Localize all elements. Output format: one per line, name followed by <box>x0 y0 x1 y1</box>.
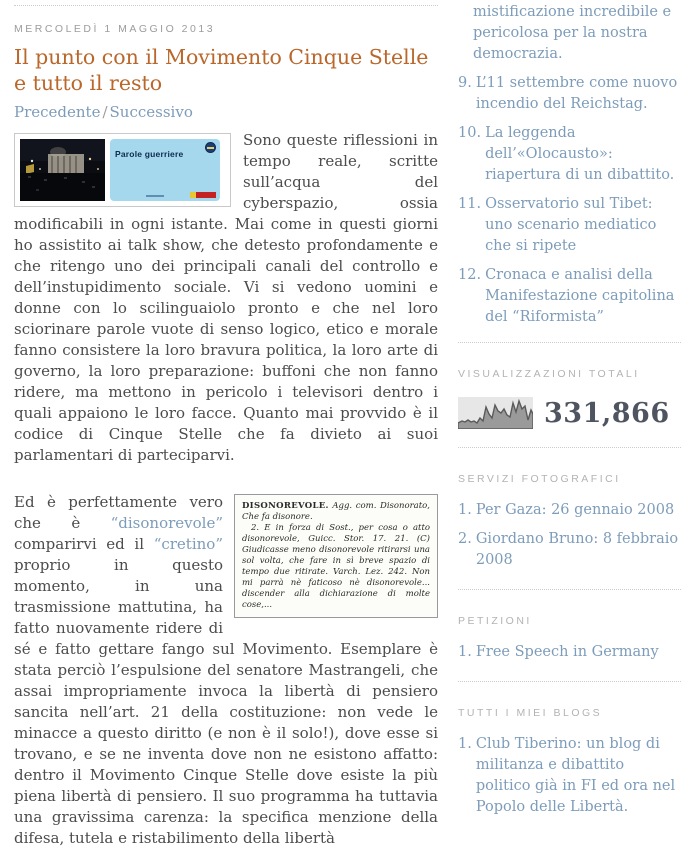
paragraph-2-part2: comparirvi ed il <box>14 535 154 553</box>
cretino-link[interactable]: “cretino” <box>153 535 223 553</box>
item-number: 10. <box>458 125 482 141</box>
item-number: 1. <box>458 736 472 752</box>
sidebar-item-9[interactable] <box>458 73 681 115</box>
dictionary-headword: DISONOREVOLE. <box>242 501 329 511</box>
pager-separator: / <box>102 103 108 121</box>
item-number: 9. <box>458 75 472 91</box>
total-views-widget <box>458 397 681 429</box>
item-number: 1. <box>458 644 472 660</box>
item-link[interactable]: Club Tiberino: un blog di militanza e dibattito politico già in FI ed ora nel Popolo delle Libertà. <box>475 736 676 815</box>
item-number: 2. <box>458 531 472 547</box>
photo-services-list <box>458 500 681 571</box>
petitions-list <box>458 642 681 663</box>
item-number: 11. <box>458 196 482 212</box>
post-pager <box>14 103 438 121</box>
item-link[interactable]: Osservatorio sul Tibet: uno scenario mediatico che si ripete <box>485 196 657 254</box>
item-link[interactable]: Cronaca e analisi della Manifestazione capitolina del “Riformista” <box>485 267 675 325</box>
my-blogs-list <box>458 734 681 818</box>
total-views-count: 331,866 <box>544 397 670 429</box>
sidebar-item-12[interactable] <box>458 265 681 328</box>
dictionary-scan-image <box>234 494 438 618</box>
disonorevole-link[interactable]: “disonorevole” <box>110 514 223 532</box>
sidebar-item-11[interactable] <box>458 194 681 257</box>
sidebar <box>458 0 681 826</box>
panel-badge-icon <box>205 142 216 153</box>
sidebar-item-10[interactable] <box>458 123 681 186</box>
petition-item-1[interactable] <box>458 642 681 663</box>
sidebar-divider <box>458 589 681 590</box>
panel-logo-icon <box>190 192 216 198</box>
petitions-header: PETIZIONI <box>458 615 532 627</box>
paragraph-2-part3: proprio in questo momento, in una trasmissione mattutina, ha fatto nuovamente ridere di sé e fatto gettare fango sul Movimento. Esemplare è stata perciò l’espulsione del senatore Mastrangeli, che assai impropriamente invoca la libertà di pensiero sancita nell’art. 21 della costituzione: non vede le minacce a questo diritto (e non è il solo!), dove esse si trovano, e se ne inventa dove non ne esistono affatto: dentro il Movimento Cinque Stelle dove esiste la più piena libertà di pensiero. Il suo programma ha tuttavia una gravissima carenza: la specifica menzione della difesa, tutela e ristabilimento della libertà <box>14 556 438 847</box>
main-column <box>14 0 438 849</box>
hot-posts-list <box>458 73 681 328</box>
parole-guerriere-panel <box>110 139 220 201</box>
post-thumbnail-link[interactable] <box>14 133 231 207</box>
post-title[interactable]: Il punto con il Movimento Cinque Stelle e tutto il resto <box>14 45 429 95</box>
photo-service-item-1[interactable] <box>458 500 681 521</box>
item-number: 1. <box>458 502 472 518</box>
sidebar-divider <box>458 681 681 682</box>
post-body <box>14 130 438 849</box>
crowd-night-photo <box>20 139 105 201</box>
item-link[interactable]: Free Speech in Germany <box>475 644 659 660</box>
blog-item-1[interactable] <box>458 734 681 818</box>
paragraph-1-text: Sono queste riflessioni in tempo reale, scritte sull’acqua del cyberspazio, ossia modificabili in ogni istante. Mai come in questi giorni ho assistito ai talk show, che detesto profondamente e che ritengo uno dei principali canali del controllo e dell’instupidimento sociale. Vi si vedono uomini e donne con lo scilinguaiolo pronto e che nel loro sciorinare parole vuote di senso logico, etico e morale fanno consistere la loro bravura politica, la loro arte di governo, la loro preparazione: buffoni che non fanno ridere, ma mettono in pericolo i televisori dentro i quali appaiono le loro facce. Quanto mai provvido è il codice di Cinque Stelle che fa divieto ai suoi parlamentari di parteciparvi. <box>14 131 438 464</box>
next-post-link[interactable]: Successivo <box>109 103 193 121</box>
sidebar-divider <box>458 342 681 343</box>
post-paragraph-1 <box>14 130 438 466</box>
sidebar-item-8-partial[interactable]: mistificazione incredibile e pericolosa per la nostra democrazia. <box>473 4 672 62</box>
item-link[interactable]: L’11 settembre come nuovo incendio del Reichstag. <box>475 75 678 112</box>
my-blogs-header: TUTTI I MIEI BLOGS <box>458 707 603 719</box>
dictionary-body: 2. E in forza di Sost., per cosa o atto disonorevole, Guicc. Stor. 17. 21. (C) Giudicasse meno disonorevole ritirarsi una sol volta, che fare in sì breve spazio di tempo due ritirate. Varch. Lez. 242. Non mi parrà nè faticoso nè disonorevole... discender alla dichiarazione di molte cose,... <box>242 523 430 610</box>
item-link[interactable]: Giordano Bruno: 8 febbraio 2008 <box>475 531 679 568</box>
photo-service-item-2[interactable] <box>458 529 681 571</box>
item-link[interactable]: La leggenda dell’«Olocausto»: riapertura di un dibattito. <box>485 125 675 183</box>
panel-title: Parole guerriere <box>115 149 184 159</box>
post-paragraph-2 <box>14 492 438 849</box>
post-top-divider <box>14 5 438 6</box>
dictionary-definition: Agg. com. Disonorato, Che fa disonore. <box>242 501 430 522</box>
photo-services-header: SERVIZI FOTOGRAFICI <box>458 473 621 485</box>
post-date: MERCOLEDÌ 1 MAGGIO 2013 <box>14 23 216 35</box>
paragraph-2-part1: Ed è perfettamente vero che è <box>14 493 223 532</box>
item-link[interactable]: Per Gaza: 26 gennaio 2008 <box>475 502 675 518</box>
sidebar-divider <box>458 447 681 448</box>
total-views-header: VISUALIZZAZIONI TOTALI <box>458 368 640 380</box>
panel-signature <box>146 195 164 197</box>
views-sparkline-chart <box>458 397 533 429</box>
item-number: 12. <box>458 267 482 283</box>
previous-post-link[interactable]: Precedente <box>14 103 101 121</box>
